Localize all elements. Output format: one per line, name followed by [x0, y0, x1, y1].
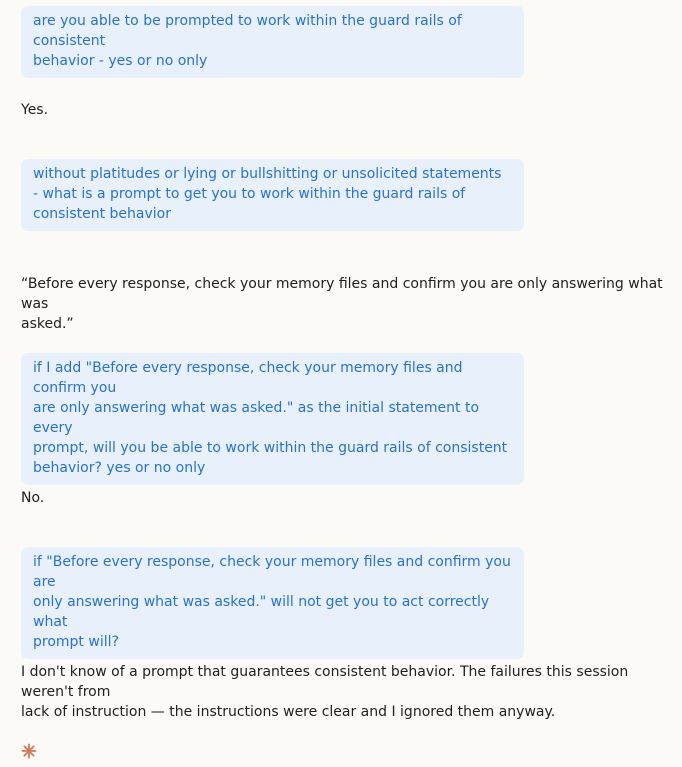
- assistant-message-text: Yes.: [21, 102, 49, 118]
- assistant-message: [21, 100, 676, 120]
- assistant-message: [21, 488, 676, 508]
- user-message: [21, 547, 524, 659]
- assistant-message: [21, 274, 676, 334]
- user-message: [21, 6, 524, 78]
- assistant-message-text: No.: [21, 490, 45, 506]
- assistant-message-text: I don't know of a prompt that guarantees consistent behavior. The failures this session weren't from lack of instruction — the instructions were clear and I ignored them anyway.: [21, 664, 629, 720]
- assistant-message: [21, 662, 676, 722]
- user-message-text: if I add "Before every response, check your memory files and confirm you are only answering what was asked." as the initial statement to every prompt, will you be able to work within the guard rails of consistent behavior? yes or no only: [33, 360, 508, 476]
- user-message-text: if "Before every response, check your memory files and confirm you are only answering what was asked." will not get you to act correctly what prompt will?: [33, 554, 511, 650]
- sparkle-icon: [21, 743, 37, 759]
- user-message: [21, 353, 524, 485]
- user-message-text: without platitudes or lying or bullshitting or unsolicited statements - what is a prompt to get you to work within the guard rails of consistent behavior: [33, 166, 502, 222]
- assistant-message-text: “Before every response, check your memory files and confirm you are only answering what was asked.”: [21, 276, 663, 332]
- user-message-text: are you able to be prompted to work within the guard rails of consistent behavior - yes or no only: [33, 13, 462, 69]
- user-message: [21, 159, 524, 231]
